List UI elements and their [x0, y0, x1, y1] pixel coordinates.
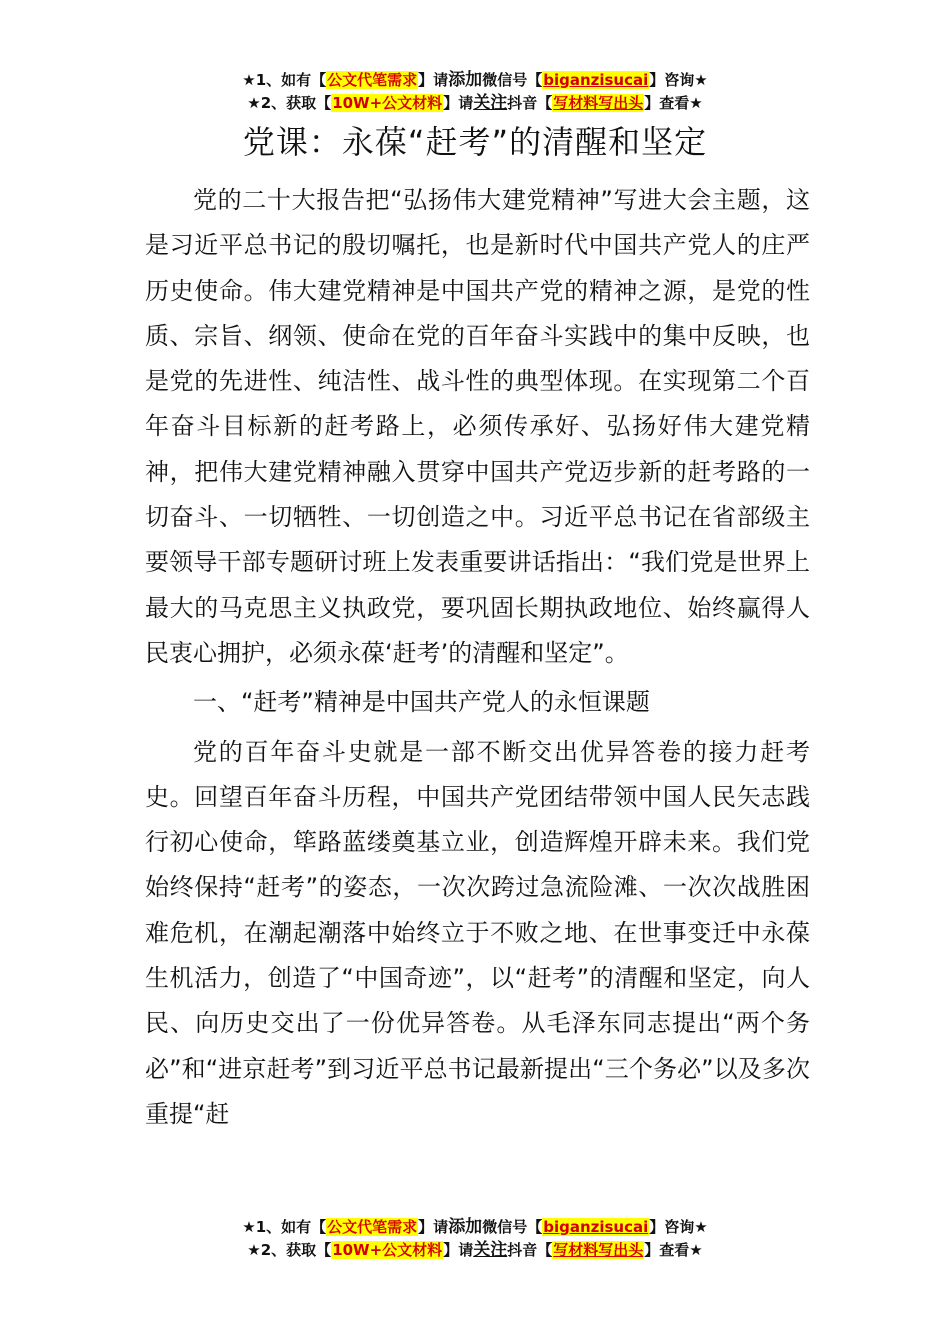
- highlight-materials: 10W+公文材料: [332, 94, 443, 112]
- paragraph-intro: 党的二十大报告把“弘扬伟大建党精神”写进大会主题，这是习近平总书记的殷切嘱托，也是新时代中国共产党人的庄严历史使命。伟大建党精神是中国共产党的精神之源，是党的性质、宗旨、纲领、使命在党的百年奋斗实践中的集中反映，也是党的先进性、纯洁性、战斗性的典型体现。在实现第二个百年奋斗目标新的赶考路上，必须传承好、弘扬好伟大建党精神，把伟大建党精神融入贯穿中国共产党迈步新的赶考路的一切奋斗、一切牺牲、一切创造之中。习近平总书记在省部级主要领导干部专题研讨班上发表重要讲话指出：“我们党是世界上最大的马克思主义执政党，要巩固长期执政地位、始终赢得人民衷心拥护，必须永葆‘赶考’的清醒和坚定”。: [145, 186, 810, 667]
- bottom-banner: [0, 1216, 950, 1262]
- highlight-service: 公文代笔需求: [327, 1218, 418, 1236]
- banner-line-2: ★2、获取【10W+公文材料】请关注抖音【写材料写出头】查看★: [247, 93, 703, 113]
- highlight-douyin: 写材料写出头: [553, 1241, 644, 1259]
- section-heading-1: 一、“赶考”精神是中国共产党人的永恒课题: [193, 688, 650, 717]
- highlight-douyin: 写材料写出头: [553, 94, 644, 112]
- highlight-wechat-id: biganzisucai: [543, 71, 649, 89]
- highlight-wechat-id: biganzisucai: [543, 1218, 649, 1236]
- paragraph-history: 党的百年奋斗史就是一部不断交出优异答卷的接力赶考史。回望百年奋斗历程，中国共产党团结带领中国人民矢志践行初心使命，筚路蓝缕奠基立业，创造辉煌开辟未来。我们党始终保持“赶考”的姿态，一次次跨过急流险滩、一次次战胜困难危机，在潮起潮落中始终立于不败之地、在世事变迁中永葆生机活力，创造了“中国奇迹”，以“赶考”的清醒和坚定，向人民、向历史交出了一份优异答卷。从毛泽东同志提出“两个务必”和“进京赶考”到习近平总书记最新提出“三个务必”以及多次重提“赶: [145, 737, 810, 1128]
- banner-line-1: ★1、如有【公文代笔需求】请添加微信号【biganzisucai】咨询★: [242, 1217, 708, 1237]
- highlight-materials: 10W+公文材料: [332, 1241, 443, 1259]
- highlight-service: 公文代笔需求: [327, 71, 418, 89]
- document-body: [145, 178, 810, 1137]
- document-title: 党课：永葆“赶考”的清醒和坚定: [242, 123, 708, 161]
- banner-line-2: ★2、获取【10W+公文材料】请关注抖音【写材料写出头】查看★: [247, 1240, 703, 1260]
- banner-line-1: ★1、如有【公文代笔需求】请添加微信号【biganzisucai】咨询★: [242, 70, 708, 90]
- top-banner: [0, 69, 950, 115]
